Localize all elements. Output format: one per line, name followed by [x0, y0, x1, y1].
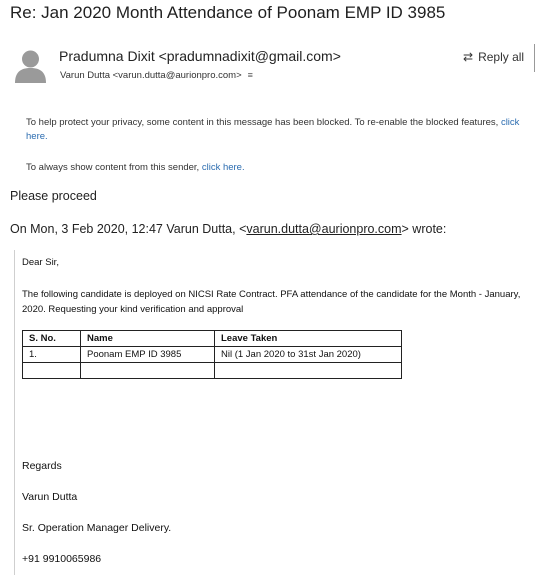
table-cell: [23, 363, 81, 379]
quote-header: [10, 222, 446, 236]
table-cell: 1.: [23, 347, 81, 363]
reply-all-button[interactable]: [463, 50, 524, 64]
recipient: Varun Dutta <varun.dutta@aurionpro.com>: [60, 70, 242, 81]
window-edge: [534, 44, 538, 72]
table-header-row: [23, 331, 402, 347]
table-cell: [215, 363, 402, 379]
email-subject: Re: Jan 2020 Month Attendance of Poonam EMP ID 3985: [10, 3, 446, 22]
quote-header-prefix: On Mon, 3 Feb 2020, 12:47 Varun Dutta, <: [10, 222, 247, 236]
signature-phone: +91 9910065986: [22, 553, 102, 565]
table-header: Leave Taken: [215, 331, 402, 347]
table-row: [23, 347, 402, 363]
always-show-link[interactable]: click here.: [201, 162, 245, 173]
greeting: Dear Sir,: [22, 257, 59, 268]
always-show-text: To always show content from this sender,: [26, 162, 200, 173]
enable-content-link[interactable]: click here.: [26, 117, 520, 142]
sender[interactable]: Pradumna Dixit <pradumnadixit@gmail.com>: [59, 48, 341, 64]
table-cell: [81, 363, 215, 379]
privacy-notice-text: To help protect your privacy, some content in this message has been blocked. To re-enable the blocked features,: [26, 117, 499, 128]
table-cell: Poonam EMP ID 3985: [81, 347, 215, 363]
always-show-notice: [26, 162, 245, 173]
quote-email-link[interactable]: varun.dutta@aurionpro.com: [246, 222, 402, 236]
signature-name: Varun Dutta: [22, 491, 78, 503]
quote-bar: [14, 250, 15, 575]
table-header: Name: [81, 331, 215, 347]
table-row: [23, 363, 402, 379]
reply-text: Please proceed: [10, 189, 97, 203]
privacy-notice: [26, 116, 531, 144]
body-paragraph: The following candidate is deployed on NICSI Rate Contract. PFA attendance of the candidate for the Month - January, 2020. Requesting your kind verification and approval: [22, 289, 521, 315]
avatar-icon: [15, 49, 46, 83]
reply-all-icon: ⇄: [463, 50, 474, 64]
signature-title: Sr. Operation Manager Delivery.: [22, 522, 172, 534]
quote-header-suffix: > wrote:: [401, 222, 447, 236]
table-cell: Nil (1 Jan 2020 to 31st Jan 2020): [215, 347, 402, 363]
attendance-table: [22, 330, 402, 379]
recipient-line[interactable]: [60, 70, 253, 81]
reply-all-label: Reply all: [478, 50, 525, 64]
chevron-down-icon[interactable]: ≡: [247, 70, 253, 80]
table-header: S. No.: [23, 331, 81, 347]
signature-regards: Regards: [22, 460, 62, 472]
